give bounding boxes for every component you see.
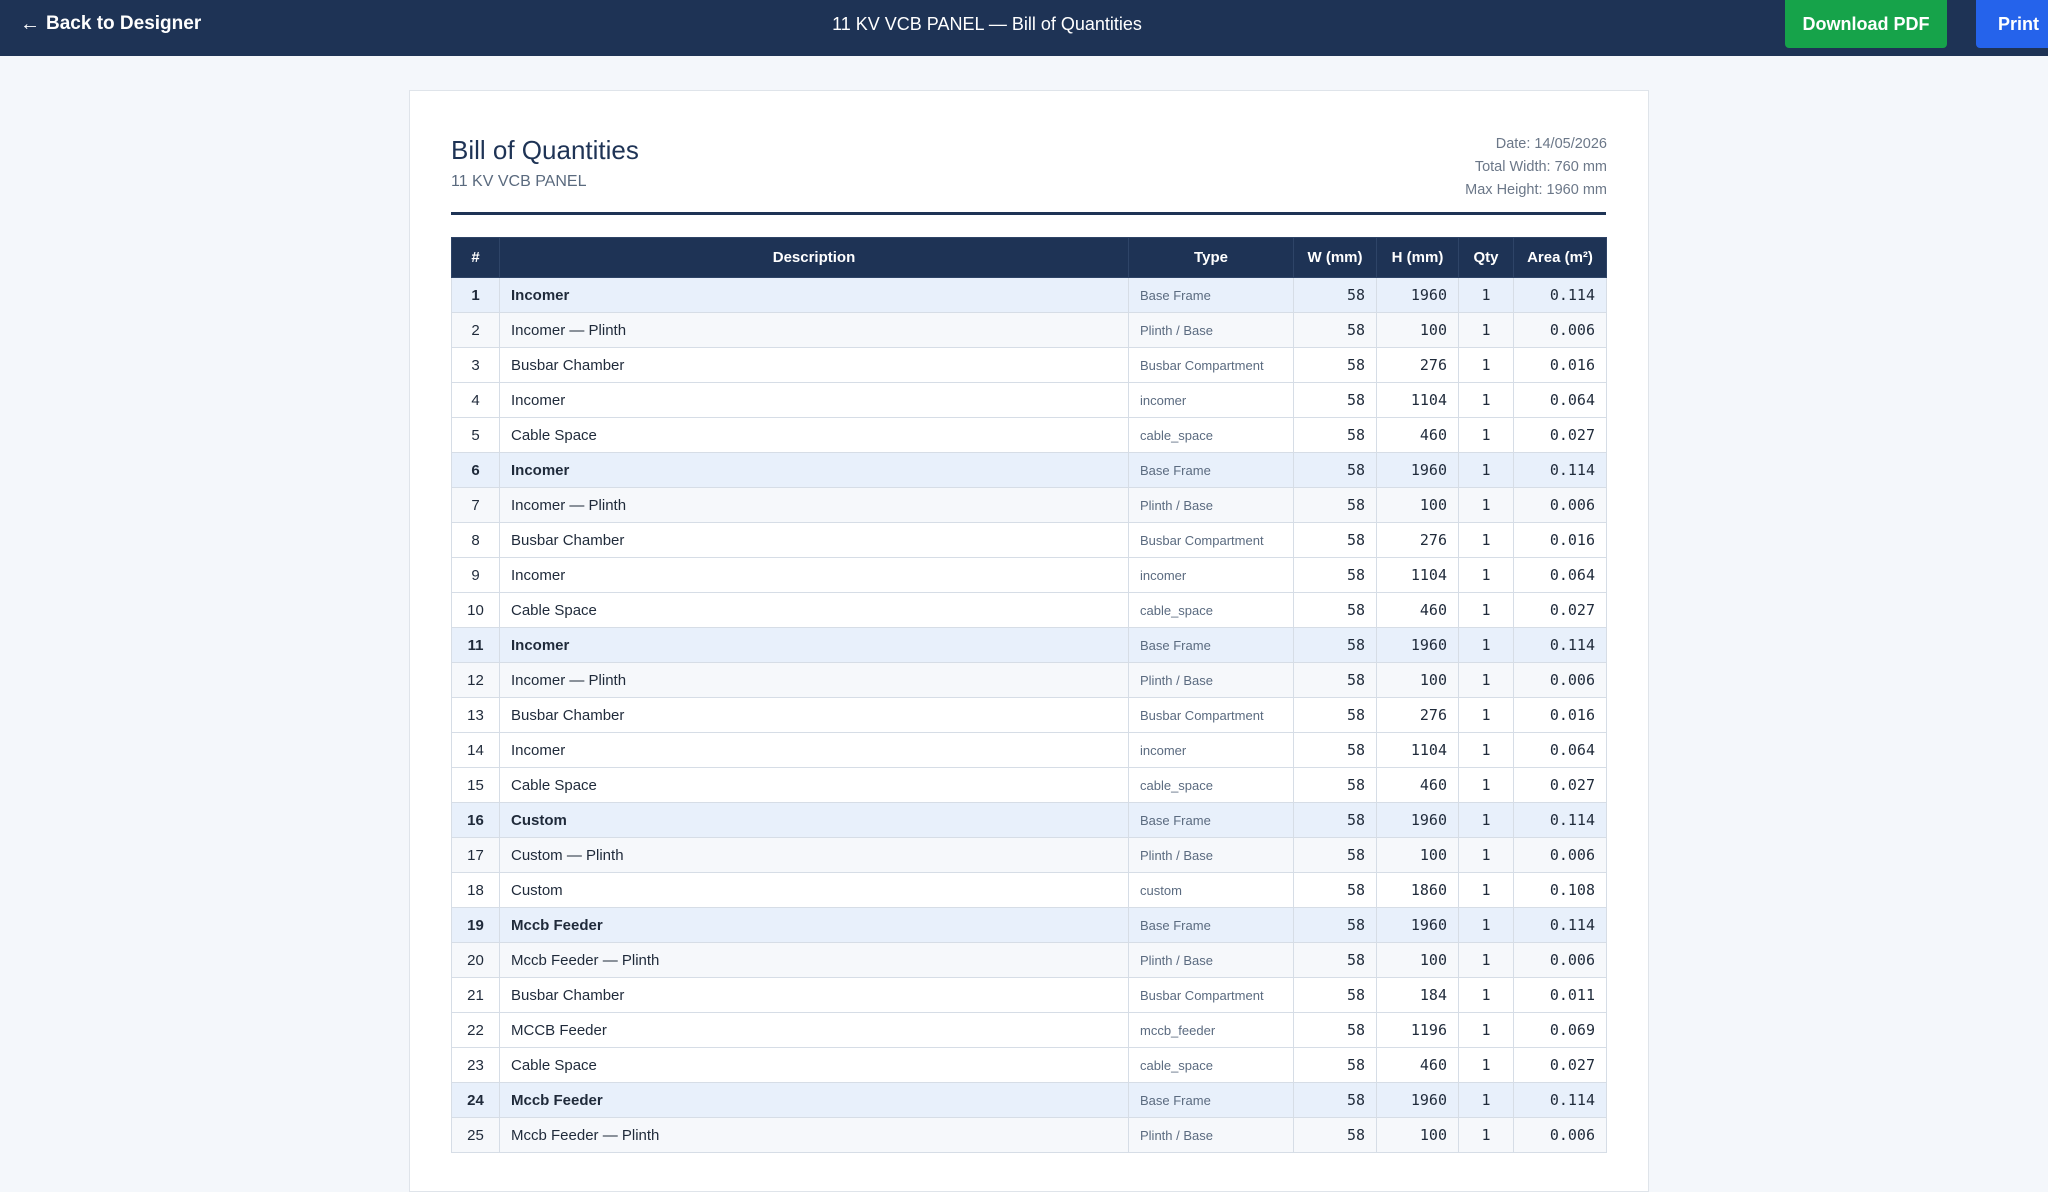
row-type: cable_space bbox=[1129, 1048, 1294, 1083]
row-type: Plinth / Base bbox=[1129, 943, 1294, 978]
row-description: Cable Space bbox=[500, 1048, 1129, 1083]
row-index: 6 bbox=[452, 453, 500, 488]
row-index: 4 bbox=[452, 383, 500, 418]
row-index: 21 bbox=[452, 978, 500, 1013]
row-width: 58 bbox=[1294, 733, 1377, 768]
table-row bbox=[452, 803, 1607, 838]
row-type: cable_space bbox=[1129, 593, 1294, 628]
max-height-label: Max Height: 1960 mm bbox=[1465, 182, 1607, 198]
row-height: 1960 bbox=[1377, 803, 1459, 838]
print-button[interactable]: Print bbox=[1976, 0, 2048, 48]
row-height: 1860 bbox=[1377, 873, 1459, 908]
table-row bbox=[452, 733, 1607, 768]
boq-table bbox=[451, 237, 1607, 1153]
row-qty: 1 bbox=[1459, 558, 1514, 593]
row-width: 58 bbox=[1294, 1013, 1377, 1048]
row-area: 0.069 bbox=[1514, 1013, 1607, 1048]
row-type: Busbar Compartment bbox=[1129, 978, 1294, 1013]
row-qty: 1 bbox=[1459, 768, 1514, 803]
row-area: 0.114 bbox=[1514, 628, 1607, 663]
row-description: Incomer bbox=[500, 278, 1129, 313]
row-area: 0.114 bbox=[1514, 278, 1607, 313]
row-index: 17 bbox=[452, 838, 500, 873]
row-height: 1104 bbox=[1377, 383, 1459, 418]
row-height: 276 bbox=[1377, 523, 1459, 558]
row-height: 100 bbox=[1377, 313, 1459, 348]
row-type: Base Frame bbox=[1129, 803, 1294, 838]
table-header-row bbox=[452, 238, 1607, 278]
row-width: 58 bbox=[1294, 663, 1377, 698]
table-row bbox=[452, 593, 1607, 628]
row-index: 16 bbox=[452, 803, 500, 838]
row-index: 15 bbox=[452, 768, 500, 803]
row-index: 1 bbox=[452, 278, 500, 313]
table-row bbox=[452, 978, 1607, 1013]
row-description: Incomer bbox=[500, 628, 1129, 663]
table-row bbox=[452, 1118, 1607, 1153]
row-area: 0.006 bbox=[1514, 313, 1607, 348]
row-area: 0.006 bbox=[1514, 943, 1607, 978]
row-type: Plinth / Base bbox=[1129, 838, 1294, 873]
row-height: 100 bbox=[1377, 838, 1459, 873]
row-width: 58 bbox=[1294, 698, 1377, 733]
row-description: Mccb Feeder bbox=[500, 908, 1129, 943]
row-description: Busbar Chamber bbox=[500, 978, 1129, 1013]
row-width: 58 bbox=[1294, 1048, 1377, 1083]
row-type: custom bbox=[1129, 873, 1294, 908]
table-body bbox=[452, 278, 1607, 1153]
back-button-label: Back to Designer bbox=[46, 13, 202, 34]
download-pdf-button[interactable]: Download PDF bbox=[1785, 0, 1947, 48]
row-description: MCCB Feeder bbox=[500, 1013, 1129, 1048]
arrow-left-icon: ← bbox=[20, 13, 40, 35]
row-width: 58 bbox=[1294, 593, 1377, 628]
row-width: 58 bbox=[1294, 488, 1377, 523]
row-area: 0.114 bbox=[1514, 908, 1607, 943]
row-index: 5 bbox=[452, 418, 500, 453]
table-row bbox=[452, 558, 1607, 593]
row-area: 0.011 bbox=[1514, 978, 1607, 1013]
row-description: Incomer — Plinth bbox=[500, 313, 1129, 348]
row-height: 460 bbox=[1377, 418, 1459, 453]
row-type: cable_space bbox=[1129, 418, 1294, 453]
row-qty: 1 bbox=[1459, 383, 1514, 418]
table-row bbox=[452, 1013, 1607, 1048]
total-width-label: Total Width: 760 mm bbox=[1474, 159, 1607, 175]
table-row bbox=[452, 523, 1607, 558]
column-header-type: Type bbox=[1129, 238, 1294, 278]
row-height: 1960 bbox=[1377, 278, 1459, 313]
row-type: Busbar Compartment bbox=[1129, 523, 1294, 558]
column-header-width: W (mm) bbox=[1294, 238, 1377, 278]
row-area: 0.064 bbox=[1514, 383, 1607, 418]
row-description: Incomer — Plinth bbox=[500, 488, 1129, 523]
row-description: Incomer — Plinth bbox=[500, 663, 1129, 698]
row-qty: 1 bbox=[1459, 1083, 1514, 1118]
row-type: Base Frame bbox=[1129, 628, 1294, 663]
row-index: 25 bbox=[452, 1118, 500, 1153]
row-index: 2 bbox=[452, 313, 500, 348]
row-height: 460 bbox=[1377, 593, 1459, 628]
table-row bbox=[452, 838, 1607, 873]
row-width: 58 bbox=[1294, 313, 1377, 348]
row-type: Base Frame bbox=[1129, 908, 1294, 943]
row-area: 0.114 bbox=[1514, 453, 1607, 488]
row-area: 0.006 bbox=[1514, 663, 1607, 698]
row-area: 0.016 bbox=[1514, 348, 1607, 383]
column-header-qty: Qty bbox=[1459, 238, 1514, 278]
row-index: 20 bbox=[452, 943, 500, 978]
row-qty: 1 bbox=[1459, 593, 1514, 628]
row-index: 10 bbox=[452, 593, 500, 628]
row-index: 23 bbox=[452, 1048, 500, 1083]
row-width: 58 bbox=[1294, 523, 1377, 558]
row-index: 9 bbox=[452, 558, 500, 593]
column-header-description: Description bbox=[500, 238, 1129, 278]
row-area: 0.027 bbox=[1514, 768, 1607, 803]
row-width: 58 bbox=[1294, 453, 1377, 488]
row-height: 1104 bbox=[1377, 558, 1459, 593]
row-width: 58 bbox=[1294, 418, 1377, 453]
column-header-area: Area (m²) bbox=[1514, 238, 1607, 278]
row-qty: 1 bbox=[1459, 873, 1514, 908]
table-row bbox=[452, 698, 1607, 733]
table-row bbox=[452, 908, 1607, 943]
row-index: 22 bbox=[452, 1013, 500, 1048]
row-area: 0.016 bbox=[1514, 523, 1607, 558]
row-qty: 1 bbox=[1459, 453, 1514, 488]
table-row bbox=[452, 768, 1607, 803]
row-height: 1960 bbox=[1377, 1083, 1459, 1118]
row-type: Plinth / Base bbox=[1129, 488, 1294, 523]
row-index: 12 bbox=[452, 663, 500, 698]
row-height: 1960 bbox=[1377, 453, 1459, 488]
row-qty: 1 bbox=[1459, 1013, 1514, 1048]
column-header-height: H (mm) bbox=[1377, 238, 1459, 278]
row-description: Cable Space bbox=[500, 593, 1129, 628]
column-header-index: # bbox=[452, 238, 500, 278]
row-description: Busbar Chamber bbox=[500, 348, 1129, 383]
row-type: Plinth / Base bbox=[1129, 1118, 1294, 1153]
row-height: 100 bbox=[1377, 943, 1459, 978]
row-width: 58 bbox=[1294, 943, 1377, 978]
row-height: 100 bbox=[1377, 488, 1459, 523]
row-qty: 1 bbox=[1459, 1118, 1514, 1153]
row-width: 58 bbox=[1294, 558, 1377, 593]
row-area: 0.064 bbox=[1514, 558, 1607, 593]
row-qty: 1 bbox=[1459, 418, 1514, 453]
table-row bbox=[452, 418, 1607, 453]
table-row bbox=[452, 873, 1607, 908]
row-qty: 1 bbox=[1459, 278, 1514, 313]
table-row bbox=[452, 628, 1607, 663]
table-row bbox=[452, 453, 1607, 488]
row-qty: 1 bbox=[1459, 348, 1514, 383]
row-height: 460 bbox=[1377, 768, 1459, 803]
row-height: 100 bbox=[1377, 663, 1459, 698]
row-qty: 1 bbox=[1459, 943, 1514, 978]
row-width: 58 bbox=[1294, 1118, 1377, 1153]
row-width: 58 bbox=[1294, 628, 1377, 663]
row-width: 58 bbox=[1294, 278, 1377, 313]
table-row bbox=[452, 383, 1607, 418]
row-index: 11 bbox=[452, 628, 500, 663]
row-area: 0.114 bbox=[1514, 803, 1607, 838]
row-type: Base Frame bbox=[1129, 453, 1294, 488]
row-area: 0.064 bbox=[1514, 733, 1607, 768]
table-row bbox=[452, 278, 1607, 313]
header-divider bbox=[451, 212, 1606, 215]
row-type: mccb_feeder bbox=[1129, 1013, 1294, 1048]
row-width: 58 bbox=[1294, 383, 1377, 418]
row-description: Custom bbox=[500, 803, 1129, 838]
row-area: 0.006 bbox=[1514, 1118, 1607, 1153]
row-description: Mccb Feeder — Plinth bbox=[500, 1118, 1129, 1153]
row-index: 7 bbox=[452, 488, 500, 523]
row-width: 58 bbox=[1294, 768, 1377, 803]
table-row bbox=[452, 663, 1607, 698]
row-width: 58 bbox=[1294, 908, 1377, 943]
row-description: Incomer bbox=[500, 453, 1129, 488]
row-description: Cable Space bbox=[500, 768, 1129, 803]
table-row bbox=[452, 1048, 1607, 1083]
row-qty: 1 bbox=[1459, 698, 1514, 733]
table-row bbox=[452, 488, 1607, 523]
row-index: 19 bbox=[452, 908, 500, 943]
table-row bbox=[452, 348, 1607, 383]
row-height: 276 bbox=[1377, 348, 1459, 383]
row-type: Plinth / Base bbox=[1129, 663, 1294, 698]
row-width: 58 bbox=[1294, 1083, 1377, 1118]
row-area: 0.027 bbox=[1514, 593, 1607, 628]
page-title: 11 KV VCB PANEL — Bill of Quantities bbox=[832, 13, 1142, 34]
row-description: Incomer bbox=[500, 558, 1129, 593]
row-description: Incomer bbox=[500, 383, 1129, 418]
row-area: 0.108 bbox=[1514, 873, 1607, 908]
row-qty: 1 bbox=[1459, 733, 1514, 768]
row-width: 58 bbox=[1294, 978, 1377, 1013]
row-area: 0.114 bbox=[1514, 1083, 1607, 1118]
row-description: Busbar Chamber bbox=[500, 523, 1129, 558]
document-meta bbox=[1465, 133, 1607, 202]
row-height: 460 bbox=[1377, 1048, 1459, 1083]
date-label: Date: 14/05/2026 bbox=[1495, 136, 1607, 152]
row-height: 100 bbox=[1377, 1118, 1459, 1153]
document-subtitle: 11 KV VCB PANEL bbox=[451, 173, 587, 190]
row-type: Busbar Compartment bbox=[1129, 348, 1294, 383]
row-description: Custom — Plinth bbox=[500, 838, 1129, 873]
row-description: Custom bbox=[500, 873, 1129, 908]
row-height: 1104 bbox=[1377, 733, 1459, 768]
row-height: 276 bbox=[1377, 698, 1459, 733]
row-type: Plinth / Base bbox=[1129, 313, 1294, 348]
row-qty: 1 bbox=[1459, 838, 1514, 873]
row-type: Base Frame bbox=[1129, 278, 1294, 313]
row-width: 58 bbox=[1294, 348, 1377, 383]
row-index: 14 bbox=[452, 733, 500, 768]
top-bar bbox=[0, 0, 2048, 56]
row-height: 184 bbox=[1377, 978, 1459, 1013]
row-area: 0.006 bbox=[1514, 838, 1607, 873]
row-type: incomer bbox=[1129, 558, 1294, 593]
row-qty: 1 bbox=[1459, 628, 1514, 663]
row-type: incomer bbox=[1129, 733, 1294, 768]
row-qty: 1 bbox=[1459, 978, 1514, 1013]
row-height: 1960 bbox=[1377, 628, 1459, 663]
row-description: Cable Space bbox=[500, 418, 1129, 453]
row-qty: 1 bbox=[1459, 1048, 1514, 1083]
row-type: Busbar Compartment bbox=[1129, 698, 1294, 733]
row-type: cable_space bbox=[1129, 768, 1294, 803]
boq-document bbox=[409, 90, 1649, 1192]
row-index: 13 bbox=[452, 698, 500, 733]
row-index: 8 bbox=[452, 523, 500, 558]
row-type: Base Frame bbox=[1129, 1083, 1294, 1118]
table-row bbox=[452, 1083, 1607, 1118]
document-title: Bill of Quantities bbox=[451, 135, 639, 165]
row-area: 0.027 bbox=[1514, 418, 1607, 453]
row-index: 3 bbox=[452, 348, 500, 383]
row-qty: 1 bbox=[1459, 908, 1514, 943]
row-area: 0.006 bbox=[1514, 488, 1607, 523]
row-qty: 1 bbox=[1459, 523, 1514, 558]
row-width: 58 bbox=[1294, 803, 1377, 838]
row-index: 24 bbox=[452, 1083, 500, 1118]
row-qty: 1 bbox=[1459, 663, 1514, 698]
row-description: Mccb Feeder bbox=[500, 1083, 1129, 1118]
row-description: Incomer bbox=[500, 733, 1129, 768]
row-area: 0.027 bbox=[1514, 1048, 1607, 1083]
row-type: incomer bbox=[1129, 383, 1294, 418]
row-height: 1960 bbox=[1377, 908, 1459, 943]
row-qty: 1 bbox=[1459, 803, 1514, 838]
row-description: Busbar Chamber bbox=[500, 698, 1129, 733]
row-qty: 1 bbox=[1459, 488, 1514, 523]
table-row bbox=[452, 943, 1607, 978]
row-qty: 1 bbox=[1459, 313, 1514, 348]
row-description: Mccb Feeder — Plinth bbox=[500, 943, 1129, 978]
table-row bbox=[452, 313, 1607, 348]
row-width: 58 bbox=[1294, 838, 1377, 873]
row-index: 18 bbox=[452, 873, 500, 908]
row-width: 58 bbox=[1294, 873, 1377, 908]
row-area: 0.016 bbox=[1514, 698, 1607, 733]
row-height: 1196 bbox=[1377, 1013, 1459, 1048]
